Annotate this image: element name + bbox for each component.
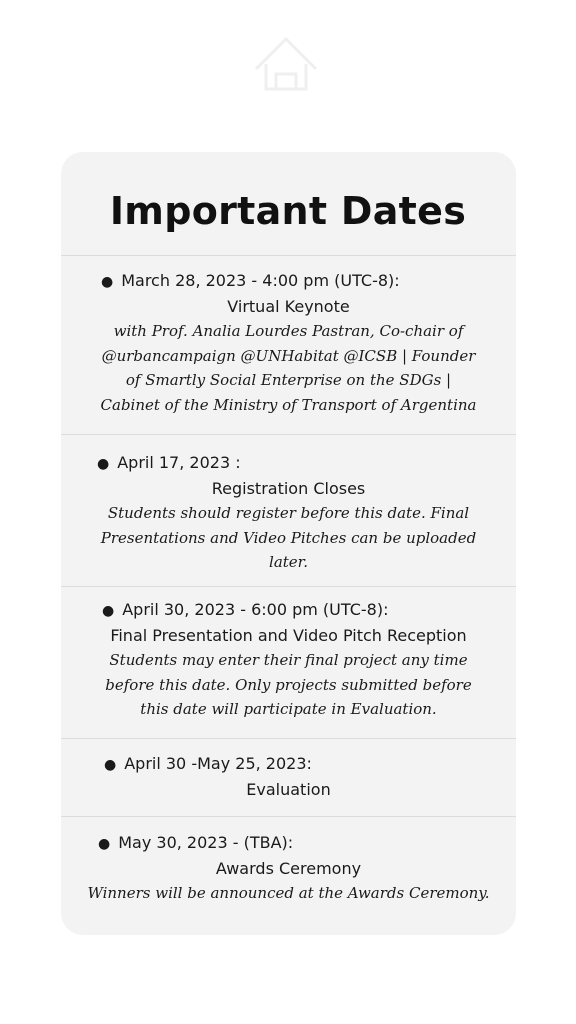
date-entry-final-presentation	[61, 598, 516, 722]
bullet-dot-icon: ●	[101, 274, 114, 290]
entry-description: Winners will be announced at the Awards Ceremony.	[87, 884, 490, 902]
bullet-dot-icon: ●	[102, 603, 115, 619]
date-entry-registration	[61, 451, 516, 575]
entry-date: April 17, 2023 :	[117, 453, 241, 472]
entry-date-row	[61, 831, 516, 857]
entry-description: Students may enter their final project any time before this date. Only projects submitted before this date will participate in Evaluation.	[105, 651, 472, 718]
bullet-dot-icon: ●	[98, 836, 111, 852]
bullet-dot-icon: ●	[104, 757, 117, 773]
divider	[61, 586, 516, 587]
entry-date-row	[61, 752, 516, 778]
date-entry-awards	[61, 831, 516, 906]
entry-description: with Prof. Analia Lourdes Pastran, Co-chair of @urbancampaign @UNHabitat @ICSB | Founder of Smartly Social Enterprise on the SDGs | Cabinet of the Ministry of Transport of Argentina	[100, 322, 477, 414]
entry-description: Students should register before this date. Final Presentations and Video Pitches can be uploaded later.	[100, 504, 477, 571]
entry-title: Final Presentation and Video Pitch Reception	[110, 625, 467, 645]
logo-watermark-icon	[246, 24, 326, 104]
page-title: Important Dates	[109, 189, 467, 233]
entry-date: May 30, 2023 - (TBA):	[118, 833, 294, 852]
divider	[61, 434, 516, 435]
entry-date-row	[61, 451, 516, 477]
entry-title: Awards Ceremony	[215, 858, 362, 878]
entry-title: Virtual Keynote	[227, 296, 350, 316]
divider	[61, 816, 516, 817]
entry-date-row	[61, 269, 516, 295]
entry-title: Registration Closes	[211, 478, 366, 498]
entry-date: April 30, 2023 - 6:00 pm (UTC-8):	[122, 600, 389, 619]
date-entry-evaluation	[61, 752, 516, 802]
date-entry-keynote	[61, 269, 516, 417]
bullet-dot-icon: ●	[97, 456, 110, 472]
divider	[61, 255, 516, 256]
entry-date: March 28, 2023 - 4:00 pm (UTC-8):	[121, 271, 400, 290]
entry-title: Evaluation	[246, 779, 331, 799]
entry-date-row	[61, 598, 516, 624]
divider	[61, 738, 516, 739]
entry-date: April 30 -May 25, 2023:	[124, 754, 312, 773]
